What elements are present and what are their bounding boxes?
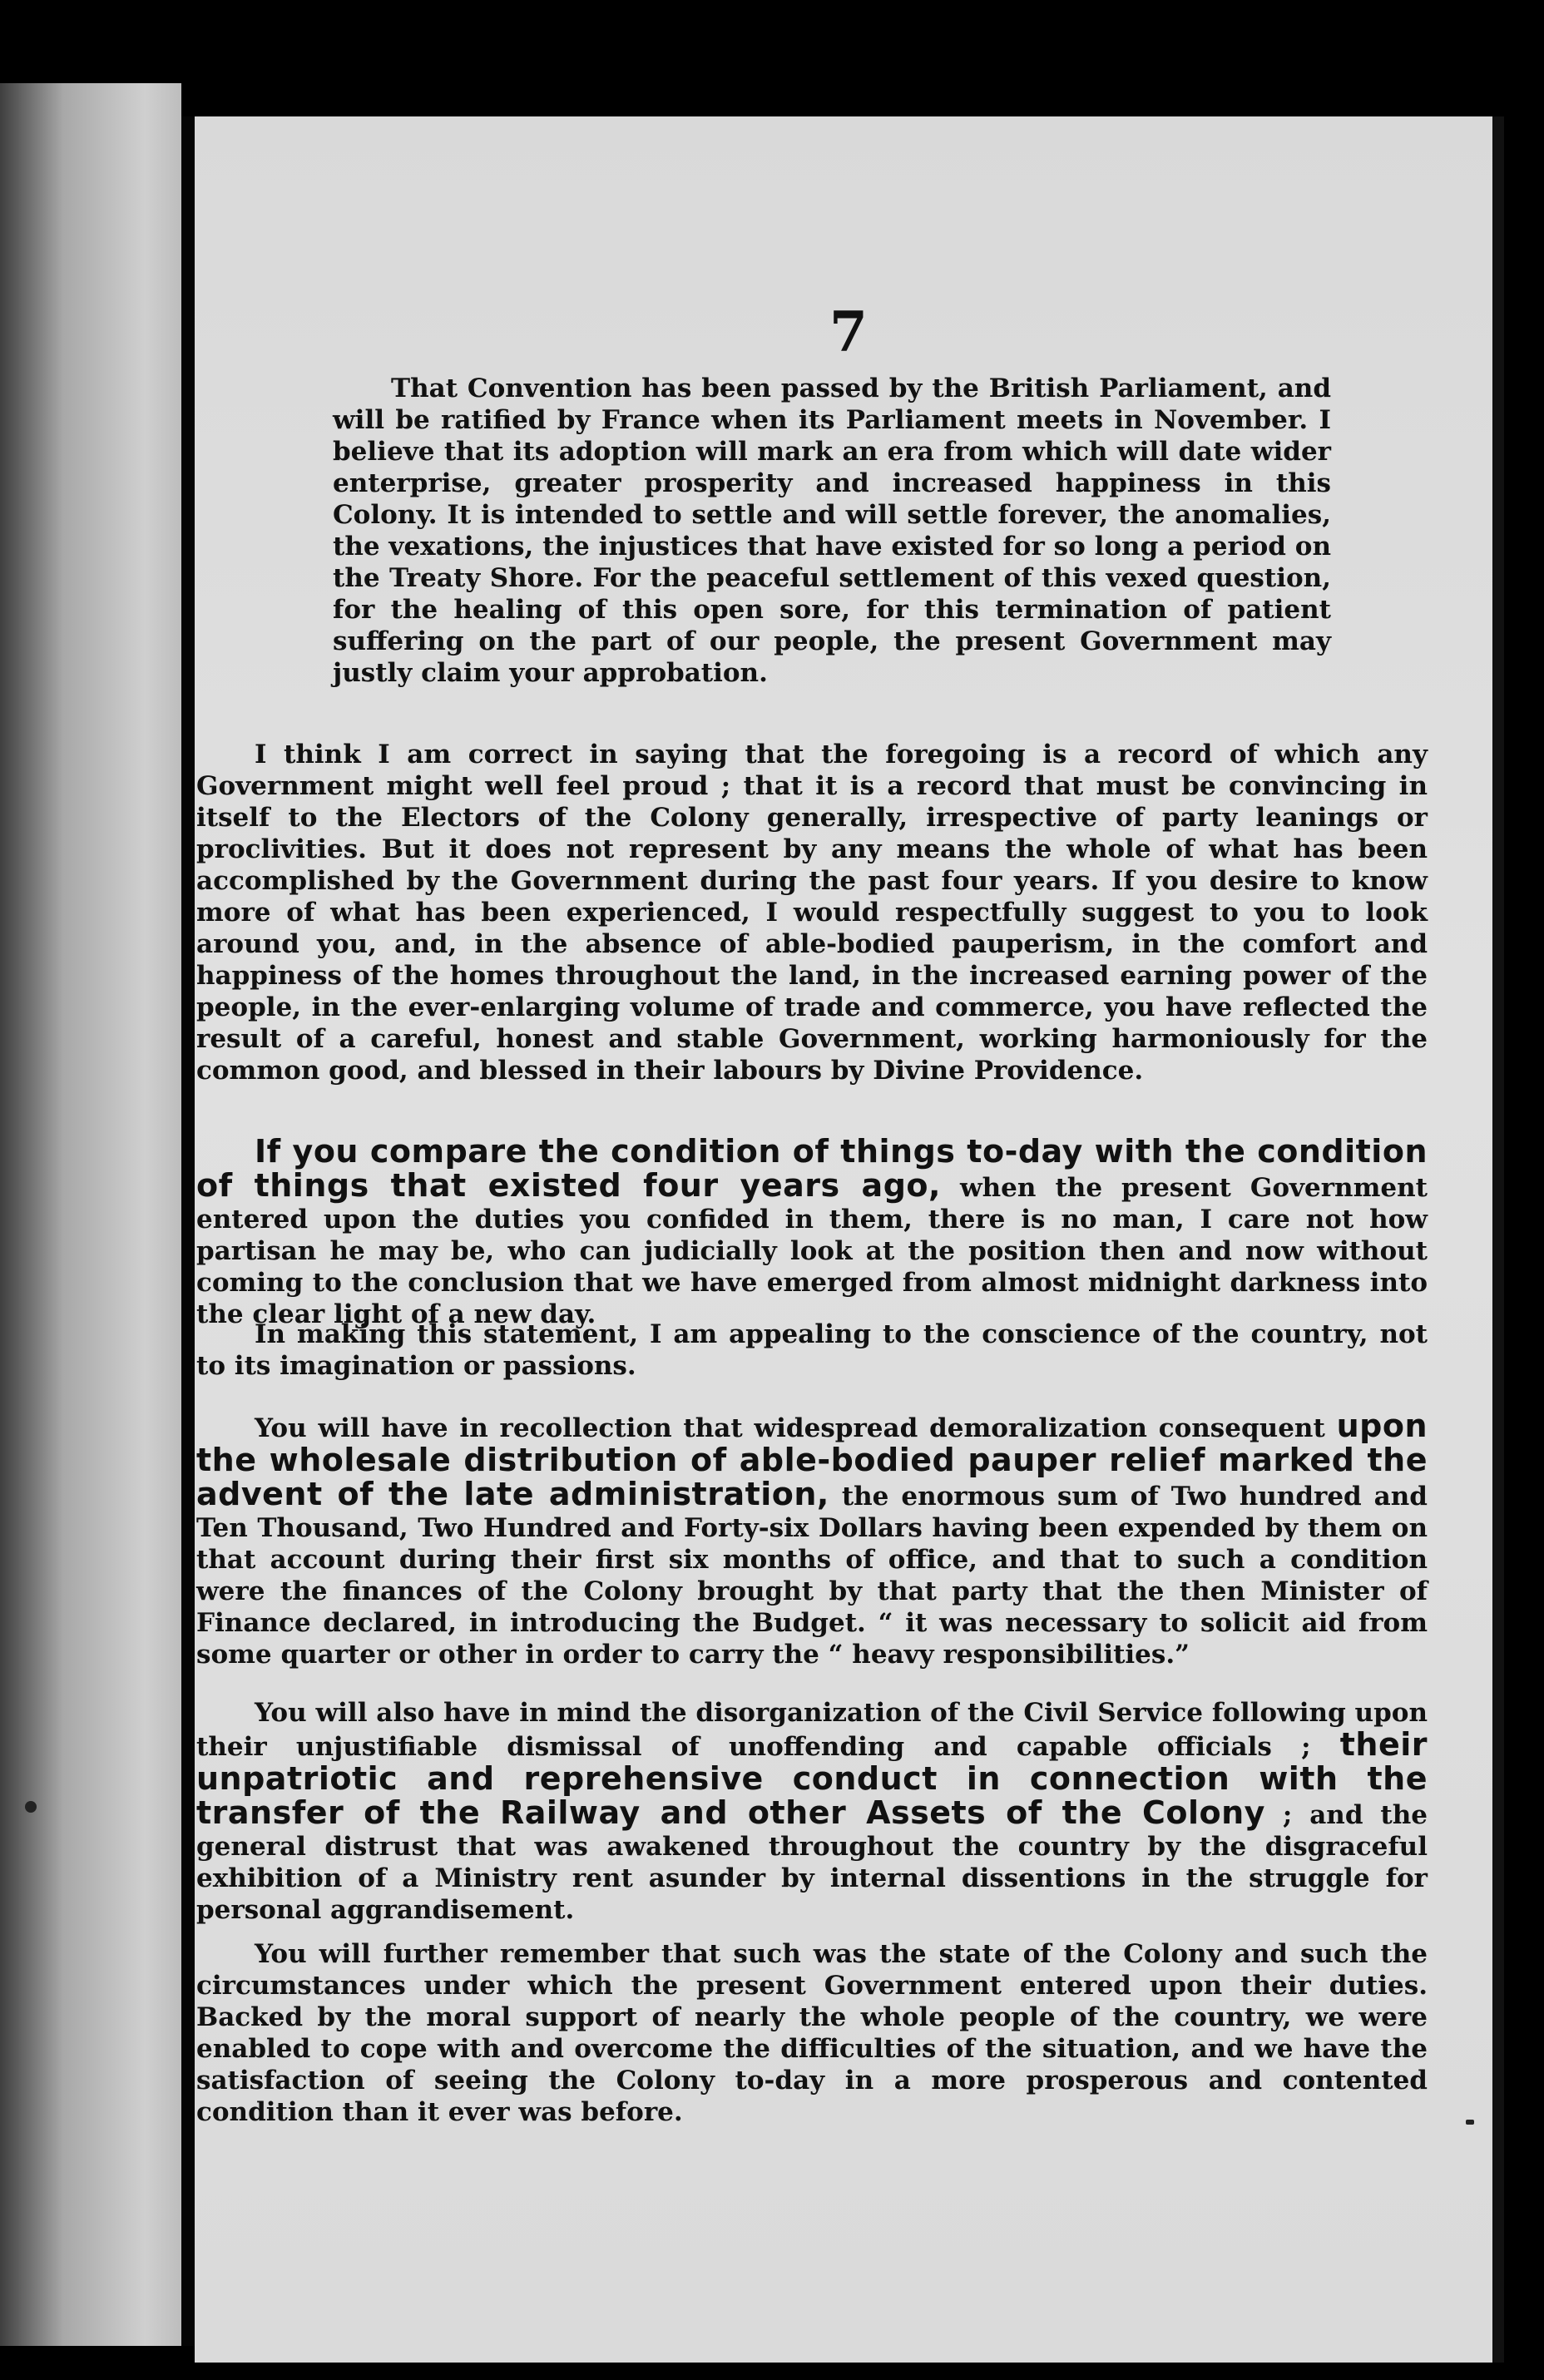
paragraph-text: when the present Government entered upon the duties you confided in them, there is no man, I care not how partisan he may be, who can judicially look at the position then and now without coming to the conclusion that we have emerged from almost midnight darkness into the clear light of a new day. [196,1173,1428,1329]
paragraph-text: the enormous sum of Two hundred and Ten Thousand, Two Hundred and Forty-six Dollars having been expended by them on that account during their first six months of office, and that to such a condition were the finances of the Colony brought by that party that the then Minister of Finance declared, in introducing the Budget. “ it was necessary to solicit aid from some quarter or other in order to carry the “ heavy responsibilities.” [196,1482,1428,1670]
emphasis-text: their unpatriotic and reprehensive conduct in connection with the transfer of the Railway and other Assets of the Colony [196,1726,1428,1831]
paragraph-disorganization [196,1697,1428,1926]
gutter-line [181,116,195,2346]
facing-page-edge [0,83,181,2346]
paragraph-text: I think I am correct in saying that the foregoing is a record of which any Government might well feel proud ; that it is a record that must be convincing in itself to the Electors of the Colony generally, irrespective of party leanings or proclivities. But it does not represent by any means the whole of what has been accomplished by the Government during the past four years. If you desire to know more of what has been experienced, I would respectfully suggest to you to look around you, and, in the absence of able-bodied pauperism, in the comfort and happiness of the homes throughout the land, in the increased earning power of the people, in the ever-enlarging volume of trade and commerce, you have reflected the result of a careful, honest and stable Government, working harmoniously for the common good, and blessed in their labours by Divine Providence. [196,740,1428,1086]
paragraph-statement [196,1319,1428,1382]
paragraph-record [196,739,1428,1086]
emphasis-text: If you compare the condition of things to-day with the condition of things that existed four years ago, [196,1133,1428,1204]
paragraph-text: You will further remember that such was the state of the Colony and such the circumstances under which the present Government entered upon their duties. Backed by the moral support of nearly the whole people of the country, we were enabled to cope with and overcome the difficulties of the situation, and we have the satisfaction of seeing the Colony to-day in a more prosperous and contented condition than it ever was before. [196,1939,1428,2127]
paragraph-remember [196,1938,1428,2128]
paragraph-text: You will have in recollection that widespread demoralization consequent [255,1413,1337,1443]
paragraph-convention [333,373,1331,689]
margin-mark [25,1801,37,1813]
page-number: 7 [829,299,868,364]
paragraph-recollection [196,1410,1428,1670]
paragraph-text: ; and the general distrust that was awakened throughout the country by the disgraceful exhibition of a Ministry rent asunder by internal dissentions in the struggle for personal aggrandisement. [196,1800,1428,1925]
paragraph-compare [196,1133,1428,1330]
paragraph-text: That Convention has been passed by the British Parliament, and will be ratified by France when its Parliament meets in November. I believe that its adoption will mark an era from which will date wider enterprise, greater prosperity and increased happiness in this Colony. It is intended to settle and will settle forever, the anomalies, the vexations, the injustices that have existed for so long a period on the Treaty Shore. For the peaceful settlement of this vexed question, for the healing of this open sore, for this termination of patient suffering on the part of our people, the present Government may justly claim your approbation. [333,374,1331,688]
margin-mark [1466,2120,1474,2125]
paragraph-text: In making this statement, I am appealing to the conscience of the country, not to its imagination or passions. [196,1319,1428,1381]
paragraph-text: You will also have in mind the disorganization of the Civil Service following upon their unjustifiable dismissal of unoffending and capable officials ; [196,1698,1428,1762]
page-right-border [1492,116,1504,2363]
emphasis-text: upon the wholesale distribution of able-bodied pauper relief marked the advent of the late administration, [196,1408,1428,1512]
